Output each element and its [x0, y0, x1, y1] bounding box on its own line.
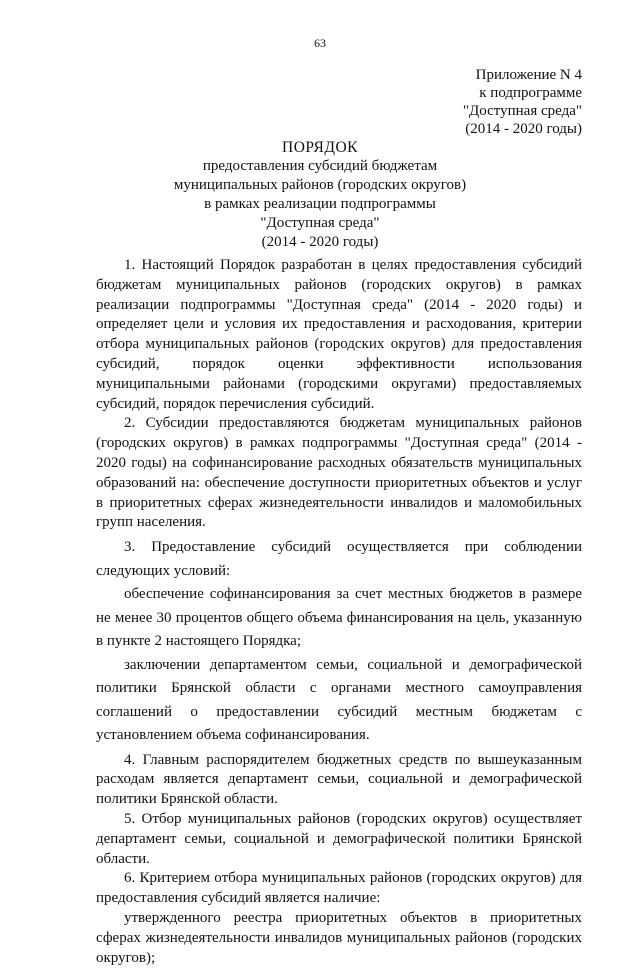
paragraph-3-condition-1: обеспечение софинансирования за счет местных бюджетов в размере не менее 30 процентов общего объема финансирования на цель, указанную в пункте 2 настоящего Порядка; — [96, 586, 582, 650]
paragraph-6-criterion-1: утвержденного реестра приоритетных объектов в приоритетных сферах жизнедеятельности инвалидов муниципальных районов (городских округов); — [96, 910, 582, 966]
title-line: в рамках реализации подпрограммы — [204, 196, 436, 212]
paragraph-1: 1. Настоящий Порядок разработан в целях предоставления субсидий бюджетам муниципальных районов (городских округов) в рамках реализации подпрограммы "Доступная среда" (2014 - 2020 годы) и определяет цели и условия их предоставления и расходования, критерии отбора муниципальных районов (городских округов) для предоставления субсидий, порядок оценки эффективности использования муниципальными районами (городскими округами) предоставляемых субсидий, порядок перечисления субсидий. — [96, 257, 582, 412]
appendix-line: к подпрограмме — [479, 85, 582, 101]
title-line: муниципальных районов (городских округов) — [173, 177, 467, 193]
title-line: предоставления субсидий бюджетам — [202, 158, 438, 174]
paragraph-4: 4. Главным распорядителем бюджетных средств по вышеуказанным расходам является департамент семьи, социальной и демографической политики Брянской области. — [96, 751, 582, 808]
title-line: (2014 - 2020 годы) — [261, 234, 379, 250]
document-title — [0, 138, 640, 252]
appendix-line: Приложение N 4 — [475, 67, 582, 83]
appendix-line: "Доступная среда" — [462, 103, 582, 119]
page-number: 63 — [314, 36, 326, 50]
document-body — [96, 256, 582, 968]
paragraph-3-condition-2: заключении департаментом семьи, социальной и демографической политики Брянской области с органами местного самоуправления соглашений о предоставлении субсидий местным бюджетам с установлением объема софинансирования. — [96, 656, 582, 744]
appendix-line: (2014 - 2020 годы) — [465, 121, 582, 137]
appendix-reference — [463, 66, 582, 138]
title-heading: ПОРЯДОК — [282, 139, 358, 156]
paragraph-2: 2. Субсидии предоставляются бюджетам муниципальных районов (городских округов) в рамках подпрограммы "Доступная среда" (2014 - 2020 годы) на софинансирование расходных обязательств муниципальных образований на: обеспечение доступности приоритетных объектов и услуг в приоритетных сферах жизнедеятельности инвалидов и маломобильных групп населения. — [96, 415, 582, 531]
paragraph-3: 3. Предоставление субсидий осуществляется при соблюдении следующих условий: — [96, 539, 582, 579]
paragraph-6: 6. Критерием отбора муниципальных районов (городских округов) для предоставления субсидий является наличие: — [96, 870, 582, 907]
title-line: "Доступная среда" — [260, 215, 380, 231]
paragraph-5: 5. Отбор муниципальных районов (городских округов) осуществляет департамент семьи, социальной и демографической политики Брянской области. — [96, 811, 582, 867]
